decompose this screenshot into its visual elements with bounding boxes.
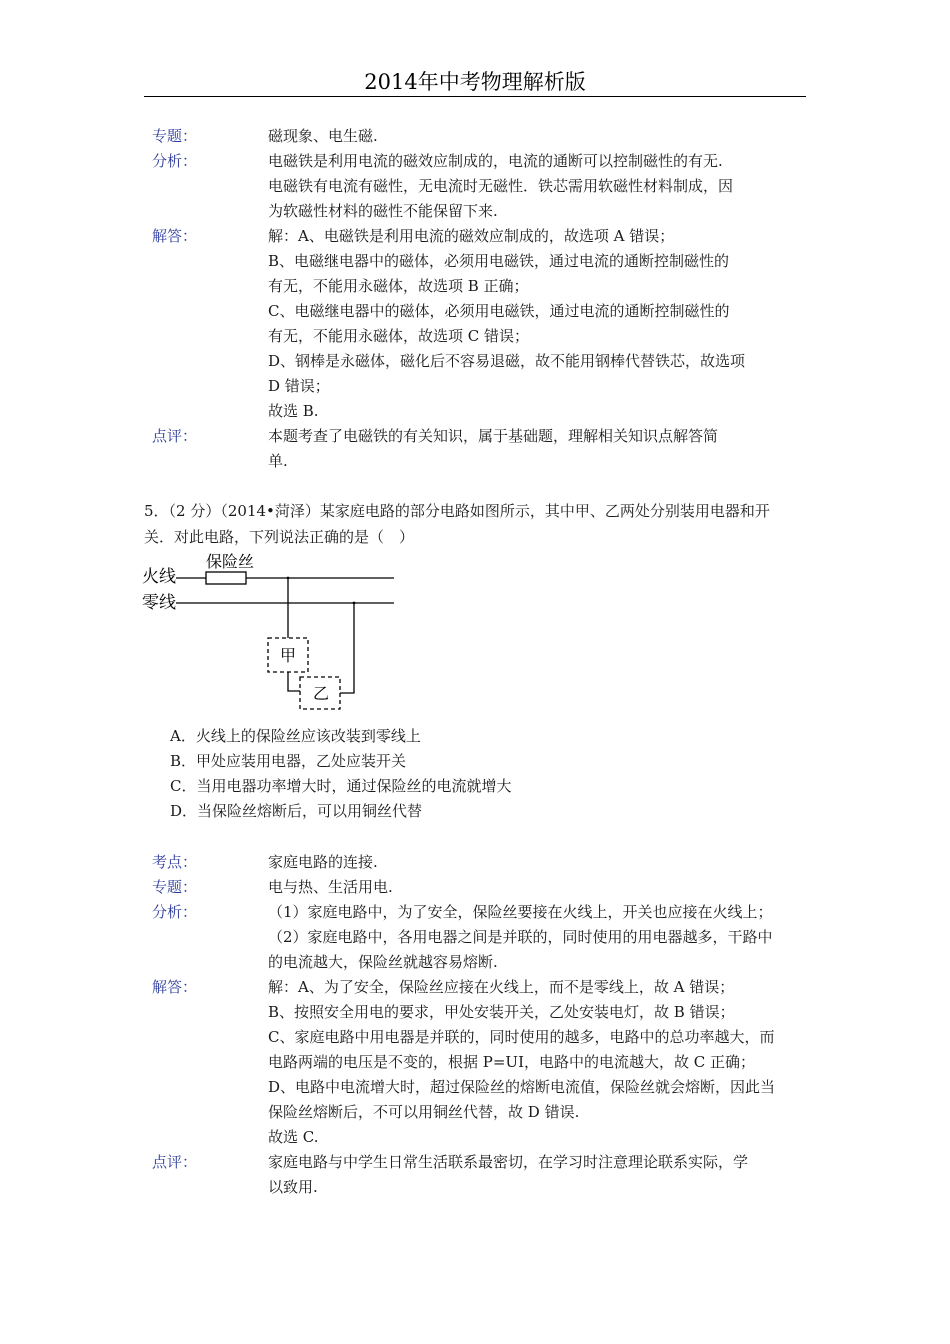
text-line: 电与热、生活用电. (268, 878, 393, 896)
text-line: 电路两端的电压是不变的，根据 P=UI，电路中的电流越大，故 C 正确； (268, 1053, 756, 1071)
option-d: D．当保险丝熔断后，可以用铜丝代替 (170, 802, 423, 820)
circuit-diagram (138, 548, 408, 718)
question-line: 5．（2 分）（2014•菏泽）某家庭电路的部分电路如图所示，其中甲、乙两处分别装用电器和开 (144, 502, 770, 520)
solution-row-answer (152, 975, 812, 1150)
text-line: 解：A、电磁铁是利用电流的磁效应制成的，故选项 A 错误； (268, 227, 675, 245)
text-line: 为软磁性材料的磁性不能保留下来. (268, 202, 498, 220)
solution-row-topic (152, 875, 812, 900)
row-label: 点评： (152, 427, 198, 445)
text-line: 的电流越大，保险丝就越容易熔断. (268, 953, 498, 971)
row-label: 解答： (152, 227, 198, 245)
row-label: 考点： (152, 853, 198, 871)
row-content (268, 124, 812, 149)
solution-row-analysis (152, 149, 812, 224)
solution-row-analysis (152, 900, 812, 975)
solution-row-topic (152, 124, 812, 149)
return-wire (340, 603, 354, 693)
answer-options (170, 724, 511, 824)
text-line: 以致用. (268, 1178, 318, 1196)
text-line: 故选 C. (268, 1128, 319, 1146)
solution-row-answer (152, 224, 812, 424)
solution-row-comment (152, 1150, 812, 1200)
question-5-solution (152, 850, 812, 1200)
previous-solution (152, 124, 812, 474)
option-a: A．火线上的保险丝应该改装到零线上 (170, 727, 421, 745)
question-line: 关．对此电路，下列说法正确的是（ ） (144, 528, 415, 546)
text-line: 本题考查了电磁铁的有关知识，属于基础题，理解相关知识点解答简 (268, 427, 719, 445)
text-line: D 错误； (268, 377, 330, 395)
row-label: 解答： (152, 978, 198, 996)
text-line: B、按照安全用电的要求，甲处安装开关，乙处安装电灯，故 B 错误； (268, 1003, 735, 1021)
solution-row-comment (152, 424, 812, 474)
text-line: 保险丝熔断后，不可以用铜丝代替，故 D 错误. (268, 1103, 580, 1121)
text-line: 磁现象、电生磁. (268, 127, 378, 145)
text-line: B、电磁继电器中的磁体，必须用电磁铁，通过电流的通断控制磁性的 (268, 252, 730, 270)
row-content (268, 850, 812, 875)
row-label: 专题： (152, 878, 198, 896)
fuse-label: 保险丝 (206, 554, 255, 571)
row-label: 分析： (152, 903, 198, 921)
row-content (268, 1150, 812, 1200)
page-title: 2014年中考物理解析版 (364, 70, 586, 94)
text-line: C、家庭电路中用电器是并联的，同时使用的越多，电路中的总功率越大，而 (268, 1028, 775, 1046)
neutral-wire-label: 零线 (142, 593, 176, 612)
text-line: C、电磁继电器中的磁体，必须用电磁铁，通过电流的通断控制磁性的 (268, 302, 730, 320)
text-line: （1）家庭电路中，为了安全，保险丝要接在火线上，开关也应接在火线上； (268, 903, 773, 921)
row-content (268, 149, 812, 224)
row-content (268, 224, 812, 424)
question-5 (144, 498, 814, 550)
row-content (268, 900, 812, 975)
text-line: （2）家庭电路中，各用电器之间是并联的，同时使用的用电器越多，干路中 (268, 928, 773, 946)
text-line: 解：A、为了安全，保险丝应接在火线上，而不是零线上，故 A 错误； (268, 978, 735, 996)
series-wire (288, 672, 300, 691)
text-line: 电磁铁有电流有磁性，无电流时无磁性．铁芯需用软磁性材料制成，因 (268, 177, 734, 195)
text-line: 有无，不能用永磁体，故选项 B 正确； (268, 277, 529, 295)
solution-row-point (152, 850, 812, 875)
row-content (268, 424, 812, 474)
row-label: 专题： (152, 127, 198, 145)
row-content (268, 875, 812, 900)
text-line: 有无，不能用永磁体，故选项 C 错误； (268, 327, 530, 345)
row-content (268, 975, 812, 1150)
text-line: 单. (268, 452, 288, 470)
fuse-symbol (206, 572, 246, 584)
text-line: 家庭电路与中学生日常生活联系最密切，在学习时注意理论联系实际，学 (268, 1153, 749, 1171)
box-b-label: 乙 (313, 686, 330, 703)
text-line: 家庭电路的连接. (268, 853, 378, 871)
box-a-label: 甲 (280, 648, 297, 665)
text-line: D、电路中电流增大时，超过保险丝的熔断电流值，保险丝就会熔断，因此当 (268, 1078, 776, 1096)
header-divider (144, 96, 806, 97)
text-line: D、钢棒是永磁体，磁化后不容易退磁，故不能用钢棒代替铁芯，故选项 (268, 352, 746, 370)
option-c: C．当用电器功率增大时，通过保险丝的电流就增大 (170, 777, 512, 795)
text-line: 故选 B. (268, 402, 319, 420)
option-b: B．甲处应装用电器，乙处应装开关 (170, 752, 407, 770)
text-line: 电磁铁是利用电流的磁效应制成的，电流的通断可以控制磁性的有无. (268, 152, 723, 170)
row-label: 分析： (152, 152, 198, 170)
live-wire-label: 火线 (142, 567, 176, 586)
row-label: 点评： (152, 1153, 198, 1171)
